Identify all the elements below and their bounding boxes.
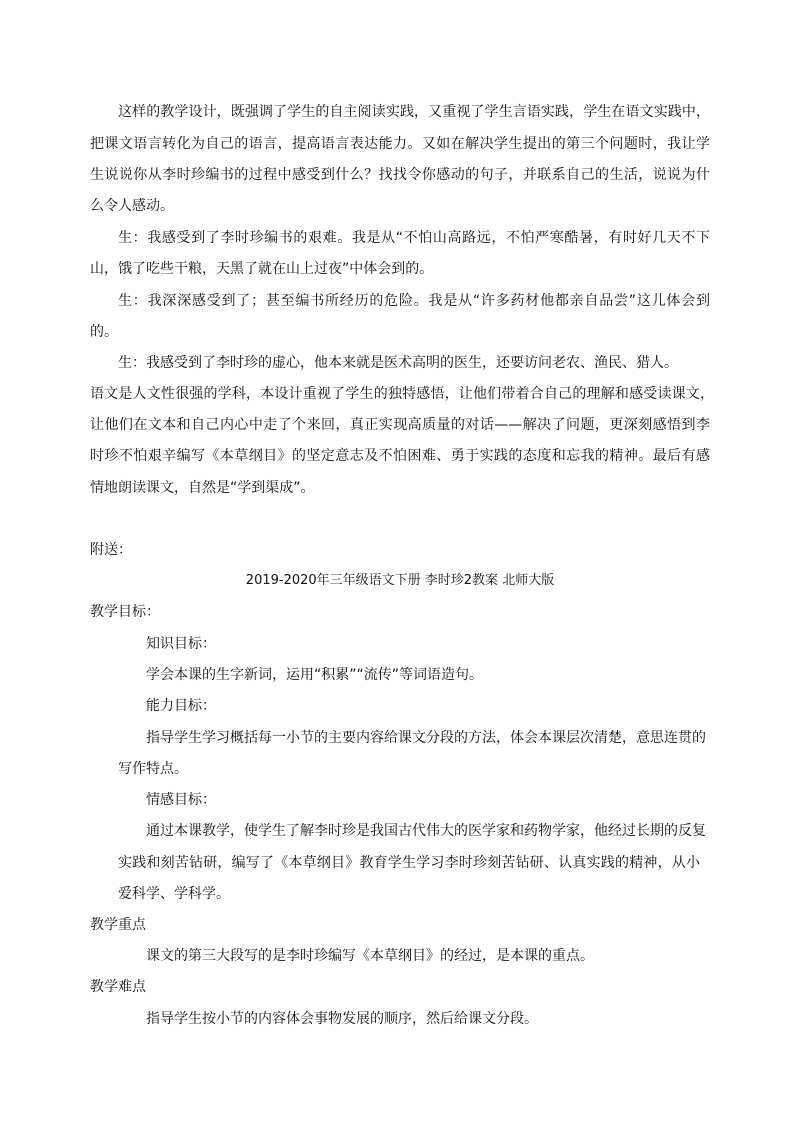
essay-para1-line3: 生说说你从李时珍编书的过程中感受到什么？找找令你感动的句子，并联系自己的生活，说说为什 bbox=[90, 167, 710, 183]
student-response-2-line2: 的。 bbox=[90, 324, 118, 340]
essay-para1-line1: 这样的教学设计，既强调了学生的自主阅读实践，又重视了学生言语实践，学生在语文实践中， bbox=[118, 104, 710, 120]
key-point-text: 课文的第三大段写的是李时珍编写《本草纲目》的经过，是本课的重点。 bbox=[146, 948, 594, 964]
objectives-heading: 教学目标： bbox=[90, 604, 160, 620]
difficulty-heading: 教学难点 bbox=[90, 979, 146, 995]
ability-objective-heading: 能力目标： bbox=[146, 698, 216, 714]
emotion-objective-text-line1: 通过本课教学，使学生了解李时珍是我国古代伟大的医学家和药物学家，他经过长期的反复 bbox=[146, 823, 706, 839]
difficulty-text: 指导学生按小节的内容体会事物发展的顺序，然后给课文分段。 bbox=[146, 1011, 538, 1027]
student-response-2-line1: 生：我深深感受到了；甚至编书所经历的危险。我是从“许多药材他都亲自品尝”这儿体会到 bbox=[118, 293, 710, 309]
lesson-plan-title: 2019-2020年三年级语文下册 李时珍2教案 北师大版 bbox=[245, 573, 555, 588]
essay-para2-line4: 情地朗读课文，自然是“学到渠成”。 bbox=[90, 480, 315, 496]
student-response-1-line1: 生：我感受到了李时珍编书的艰难。我是从“不怕山高路远，不怕严寒酷暑，有时好几天不下 bbox=[118, 230, 710, 246]
key-point-heading: 教学重点 bbox=[90, 917, 146, 933]
student-response-1-line2: 山，饿了吃些干粮，天黑了就在山上过夜”中体会到的。 bbox=[90, 261, 434, 277]
ability-objective-text-line2: 写作特点。 bbox=[118, 761, 188, 777]
knowledge-objective-text: 学会本课的生字新词，运用“积累”“流传”等词语造句。 bbox=[146, 667, 484, 683]
essay-para2-line2: 让他们在文本和自己内心中走了个来回，真正实现高质量的对话——解决了问题，更深刻感悟到李 bbox=[90, 417, 710, 433]
essay-para2-line3: 时珍不怕艰辛编写《本草纲目》的坚定意志及不怕困难、勇于实践的态度和忘我的精神。最后有感 bbox=[90, 448, 710, 464]
essay-para1-line4: 么令人感动。 bbox=[90, 198, 174, 214]
essay-para2-line1: 语文是人文性很强的学科，本设计重视了学生的独特感悟，让他们带着合自己的理解和感受读课文， bbox=[90, 386, 714, 402]
ability-objective-text-line1: 指导学生学习概括每一小节的主要内容给课文分段的方法，体会本课层次清楚，意思连贯的 bbox=[146, 730, 706, 746]
student-response-3: 生：我感受到了李时珍的虚心，他本来就是医术高明的医生，还要访问老农、渔民、猎人。 bbox=[118, 355, 678, 371]
emotion-objective-text-line3: 爱科学、学科学。 bbox=[118, 886, 230, 902]
appendix-label: 附送： bbox=[90, 542, 132, 558]
emotion-objective-heading: 情感目标： bbox=[146, 792, 216, 808]
essay-para1-line2: 把课文语言转化为自己的语言，提高语言表达能力。又如在解决学生提出的第三个问题时，我让学 bbox=[90, 136, 710, 152]
emotion-objective-text-line2: 实践和刻苦钻研，编写了《本草纲目》教育学生学习李时珍刻苦钻研、认真实践的精神，从小 bbox=[118, 855, 700, 871]
knowledge-objective-heading: 知识目标： bbox=[146, 636, 216, 652]
